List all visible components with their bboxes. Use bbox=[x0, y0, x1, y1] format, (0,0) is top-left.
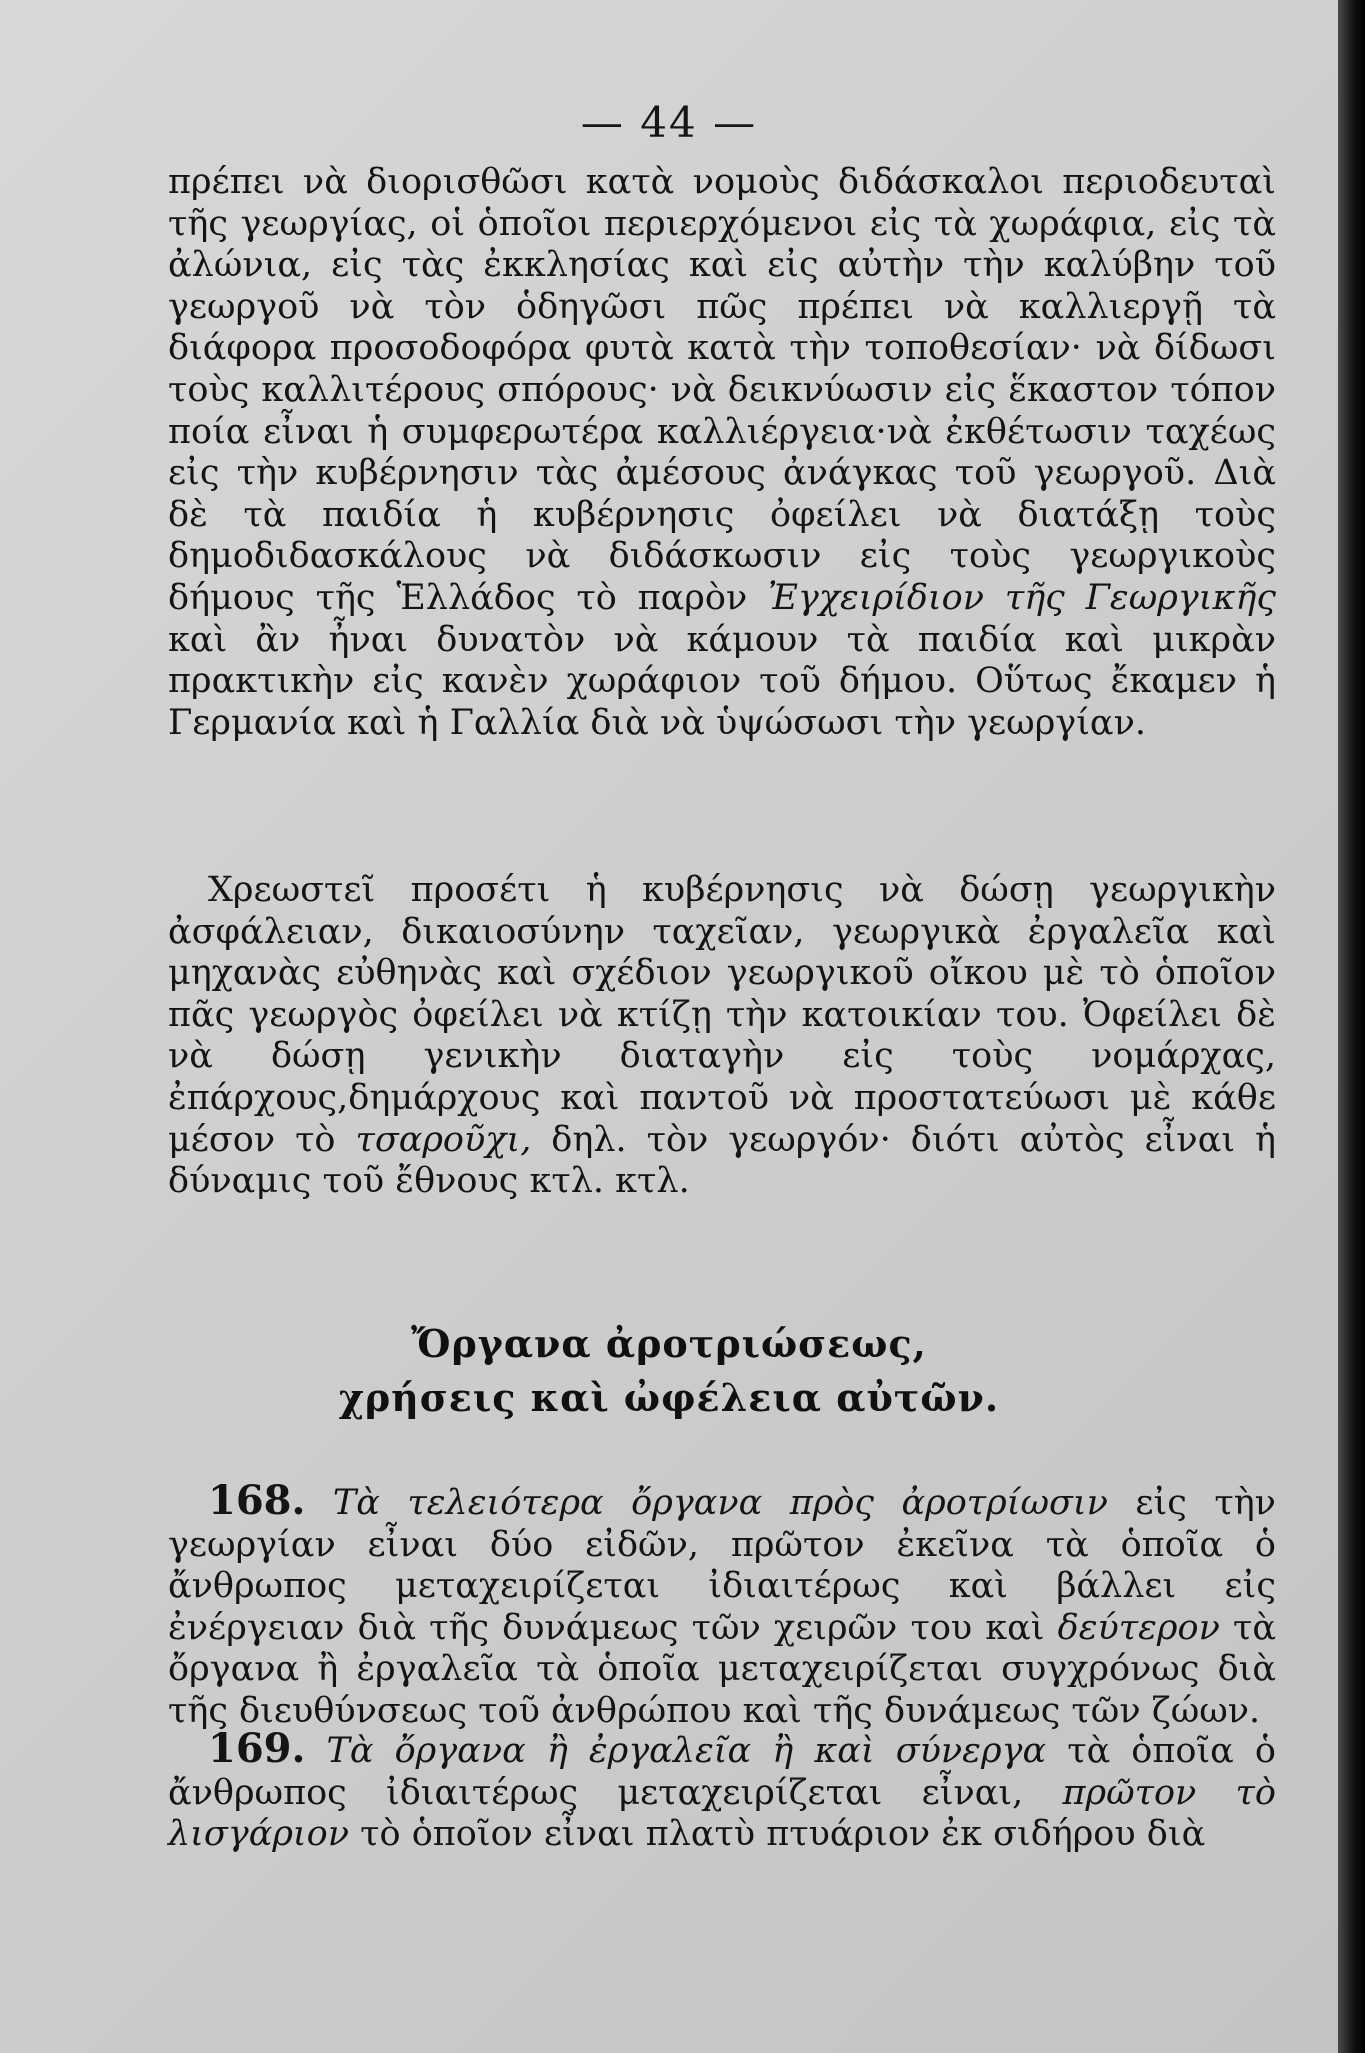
paragraph-government-text: Χρεωστεῖ προσέτι ἡ κυβέρνησις νὰ δώσῃ γεωργικὴν ἀσφάλειαν, δικαιοσύνην ταχεῖαν, γεωργικὰ ἐργαλεῖα καὶ μηχανὰς εὐθηνὰς καὶ σχέδιον γεωργικοῦ οἴκου μὲ τὸ ὁποῖον πᾶς γεωργὸς ὀφείλει νὰ κτίζῃ τὴν κατοικίαν του. Ὀφείλει δὲ νὰ δώσῃ γενικὴν διαταγὴν εἰς τοὺς νομάρχας, ἐπάρχους,δημάρχους καὶ παντοῦ νὰ προστατεύωσι μὲ κάθε μέσον τὸ bbox=[168, 870, 1276, 1160]
page-number: — 44 — bbox=[580, 98, 758, 147]
paragraph-number-168: 168. bbox=[208, 1477, 306, 1524]
book-title-italic: Ἐγχειρίδιον τῆς Γεωργικῆς bbox=[768, 577, 1276, 618]
paragraph-168-italic: Τὰ τελειότερα ὄργανα πρὸς ἀροτρίωσιν bbox=[332, 1483, 1108, 1523]
paragraph-continued bbox=[168, 162, 1276, 744]
paragraph-continued-end: καὶ ἂν ἦναι δυνατὸν νὰ κάμουν τὰ παιδία καὶ μικρὰν πρακτικὴν εἰς κανὲν χωράφιον τοῦ δήμου. Οὕτως ἔκαμεν ἡ Γερμανία καὶ ἡ Γαλλία διὰ νὰ ὑψώσωσι τὴν γεωργίαν. bbox=[168, 619, 1276, 743]
section-heading-line-2: χρήσεις καὶ ὠφέλεια αὐτῶν. bbox=[338, 1375, 1000, 1420]
body-text-168 bbox=[168, 1477, 1276, 1733]
paragraph-169-text-2: τὸ ὁποῖον εἶναι πλατὺ πτυάριον ἐκ σιδήρου διὰ bbox=[360, 1814, 1206, 1855]
italic-word: τσαροῦχι, bbox=[355, 1119, 532, 1160]
page-binding-edge bbox=[1338, 0, 1365, 2053]
section-heading-line-1: Ὄργανα ἀροτριώσεως, bbox=[411, 1321, 927, 1366]
paragraph-169-italic: Τὰ ὄργανα ἢ ἐργαλεῖα ἢ καὶ σύνεργα bbox=[326, 1731, 1047, 1771]
paragraph-168 bbox=[168, 1477, 1276, 1733]
paragraph-168-text: εἰς τὴν γεωργίαν εἶναι δύο εἰδῶν, πρῶτον ἐκεῖνα τὰ ὁποῖα ὁ ἄνθρωπος μεταχειρίζεται ἰδιαιτέρως καὶ βάλλει εἰς ἐνέργειαν διὰ τῆς δυνάμεως τῶν χειρῶν του καὶ bbox=[168, 1483, 1276, 1648]
paragraph-168-text-2: τὰ ὄργανα ἢ ἐργαλεῖα τὰ ὁποῖα μεταχειρίζεται συγχρόνως διὰ τῆς διευθύνσεως τοῦ ἀνθρώπου καὶ τῆς δυνάμεως τῶν ζώων. bbox=[168, 1607, 1276, 1731]
body-text-middle bbox=[168, 870, 1276, 1203]
paragraph-number-169: 169. bbox=[208, 1725, 306, 1772]
paragraph-168-italic-2: δεύτερον bbox=[1057, 1607, 1220, 1648]
paragraph-169-text: τὰ ὁποῖα ὁ ἄνθρωπος ἰδιαιτέρως μεταχειρίζεται εἶναι, bbox=[168, 1731, 1276, 1813]
body-text-top bbox=[168, 162, 1276, 744]
paragraph-169 bbox=[168, 1725, 1276, 1856]
paragraph-government bbox=[168, 870, 1276, 1203]
body-text-169 bbox=[168, 1725, 1276, 1856]
paragraph-government-end: δηλ. τὸν γεωργόν· διότι αὐτὸς εἶναι ἡ δύναμις τοῦ ἔθνους κτλ. κτλ. bbox=[168, 1119, 1276, 1202]
paragraph-169-italic-2: πρῶτον τὸ λισγάριον bbox=[168, 1772, 1276, 1855]
paragraph-continued-text: πρέπει νὰ διορισθῶσι κατὰ νομοὺς διδάσκαλοι περιοδευταὶ τῆς γεωργίας, οἱ ὁποῖοι περιερχόμενοι εἰς τὰ χωράφια, εἰς τὰ ἀλώνια, εἰς τὰς ἐκκλησίας καὶ εἰς αὐτὴν τὴν καλύβην τοῦ γεωργοῦ νὰ τὸν ὁδηγῶσι πῶς πρέπει νὰ καλλιεργῇ τὰ διάφορα προσοδοφόρα φυτὰ κατὰ τὴν τοποθεσίαν· νὰ δίδωσι τοὺς καλλιτέρους σπόρους· νὰ δεικνύωσιν εἰς ἕκαστον τόπον ποία εἶναι ἡ συμφερωτέρα καλλιέργεια·νὰ ἐκθέτωσιν ταχέως εἰς τὴν κυβέρνησιν τὰς ἀμέσους ἀνάγκας τοῦ γεωργοῦ. Διὰ δὲ τὰ παιδία ἡ κυβέρνησις ὀφείλει νὰ διατάξῃ τοὺς δημοδιδασκάλους νὰ διδάσκωσιν εἰς τοὺς γεωργικοὺς δήμους τῆς Ἑλλάδος τὸ παρὸν bbox=[168, 162, 1276, 618]
